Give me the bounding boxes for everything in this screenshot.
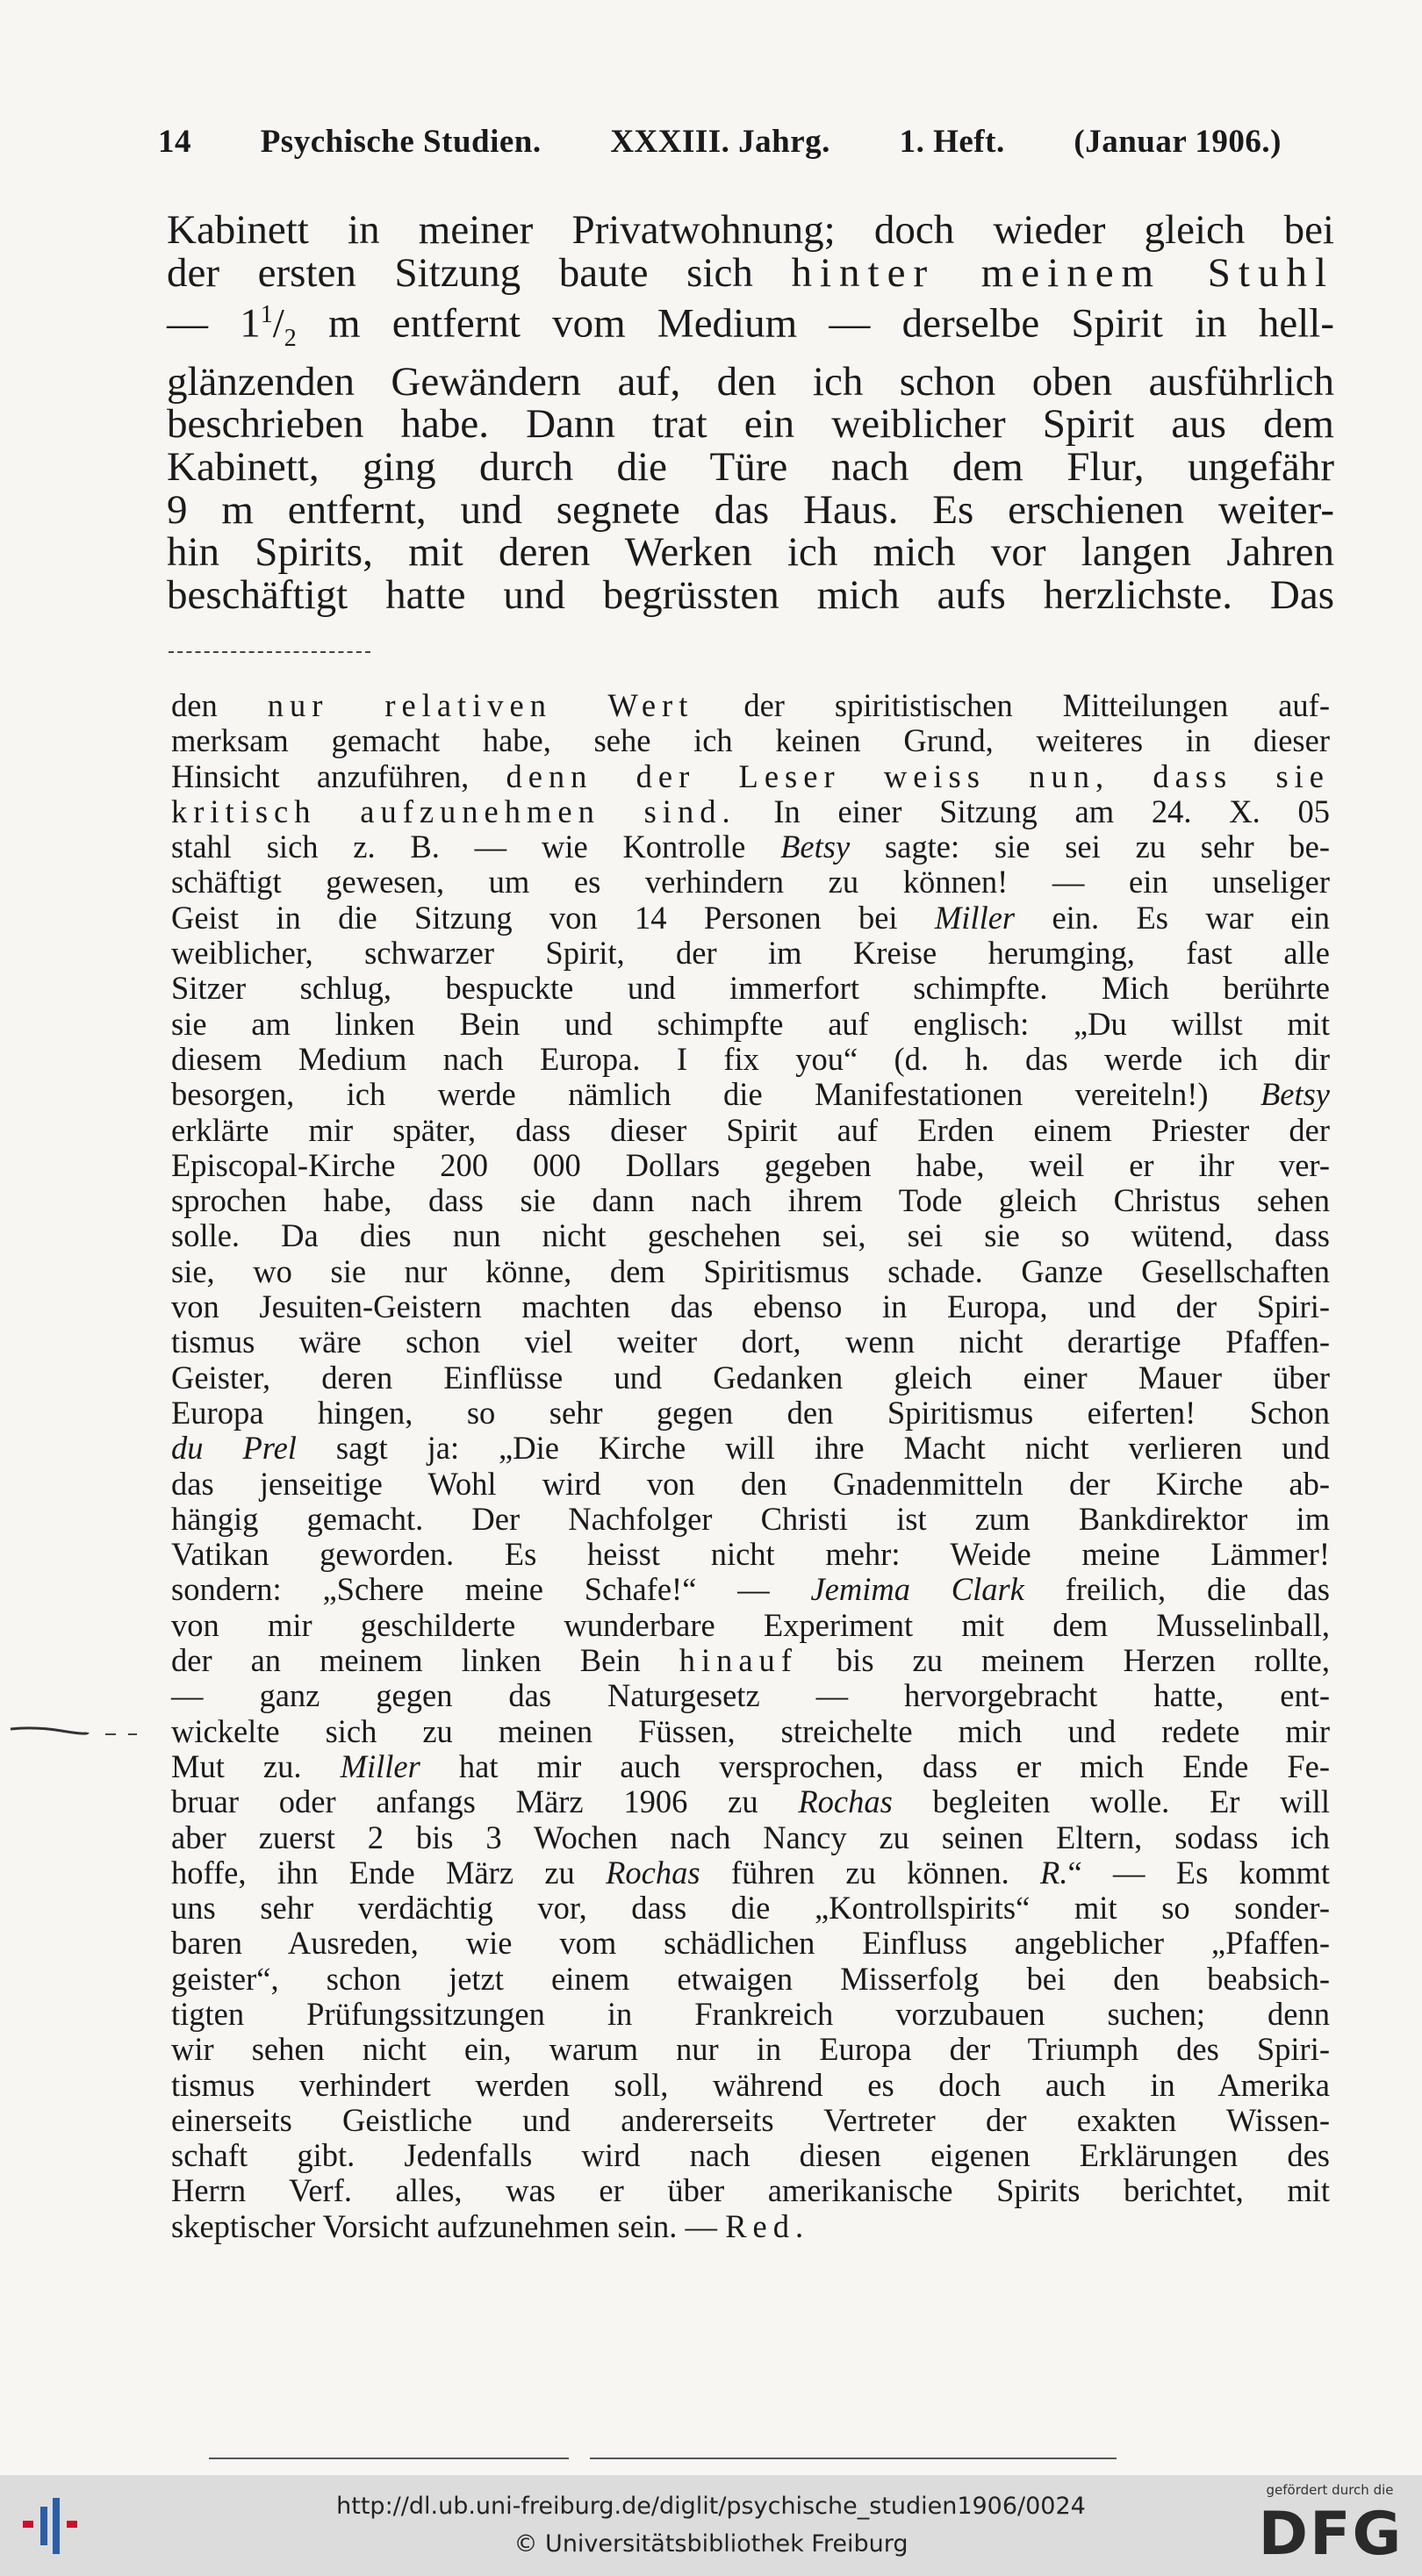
footnote-line: Europa hingen, so sehr gegen den Spiritismus eiferten! Schon bbox=[171, 1394, 1330, 1431]
footnote-line: kritisch aufzunehmen sind. In einer Sitzung am 24. X. 05 bbox=[171, 793, 1330, 829]
bottom-rule-left bbox=[209, 2458, 569, 2459]
fraction-denominator: 2 bbox=[284, 325, 297, 353]
footnote-line: Episcopal-Kirche 200 000 Dollars gegeben habe, weil er ihr ver- bbox=[171, 1146, 1330, 1183]
footnote-line: diesem Medium nach Europa. I fix you“ (d. h. das werde ich dir bbox=[171, 1040, 1330, 1077]
volume-label: XXXIII. Jahrg. bbox=[610, 124, 830, 160]
emphasis-spaced: hinter meinem Stuhl bbox=[791, 249, 1334, 296]
text-line: beschäftigt hatte und begrüssten mich aufs herzlichste. Das bbox=[167, 571, 1334, 618]
footnote-line: weiblicher, schwarzer Spirit, der im Kreise herumging, fast alle bbox=[171, 935, 1330, 972]
text-line: hin Spirits, mit deren Werken ich mich vor langen Jahren bbox=[167, 529, 1334, 576]
page-number: 14 bbox=[158, 124, 191, 160]
margin-pencil-mark bbox=[9, 1722, 140, 1740]
footnote-line: das jenseitige Wohl wird von den Gnadenmitteln der Kirche ab- bbox=[171, 1465, 1330, 1502]
footnote-line: merksam gemacht habe, sehe ich keinen Grund, weiteres in dieser bbox=[171, 722, 1330, 759]
footnote-line: hängig gemacht. Der Nachfolger Christi ist zum Bankdirektor im bbox=[171, 1500, 1330, 1537]
issue-label: 1. Heft. bbox=[899, 124, 1005, 160]
footnote-line: solle. Da dies nun nicht geschehen sei, sei sie so wütend, dass bbox=[171, 1217, 1330, 1254]
dfg-tagline: gefördert durch die bbox=[1266, 2482, 1394, 2498]
footnote-line: erklärte mir später, dass dieser Spirit auf Erden einem Priester der bbox=[171, 1111, 1330, 1148]
footnote-line: geister“, schon jetzt einem etwaigen Misserfolg bei den beabsich- bbox=[171, 1960, 1330, 1997]
footnote-line: Geist in die Sitzung von 14 Personen bei Miller ein. Es war ein bbox=[171, 899, 1330, 936]
bottom-rule-right bbox=[590, 2458, 1117, 2459]
footnote-line: sprochen habe, dass sie dann nach ihrem Tode gleich Christus sehen bbox=[171, 1182, 1330, 1219]
footnote-line: den nur relativen Wert der spiritistischen Mitteilungen auf- bbox=[171, 687, 1330, 723]
footnote-line: stahl sich z. B. — wie Kontrolle Betsy sagte: sie sei zu sehr be- bbox=[171, 829, 1331, 865]
text-line: 9 m entfernt, und segnete das Haus. Es erschienen weiter- bbox=[167, 486, 1334, 533]
footnote-line: Hinsicht anzuführen, denn der Leser weiss nun, dass sie bbox=[171, 757, 1330, 794]
footnote-line: von mir geschilderte wunderbare Experiment mit dem Musselinball, bbox=[171, 1606, 1330, 1643]
footnote-line: tigten Prüfungssitzungen in Frankreich vorzubauen suchen; denn bbox=[171, 1995, 1330, 2032]
footnote-line: Mut zu. Miller hat mir auch versprochen, dass er mich Ende Fe- bbox=[171, 1747, 1330, 1784]
footnote-block bbox=[171, 688, 1330, 2244]
text-line: Kabinett in meiner Privatwohnung; doch wieder gleich bei bbox=[167, 207, 1334, 253]
footnote-line: tismus verhindert werden soll, während es doch auch in Amerika bbox=[171, 2066, 1330, 2103]
footnote-line: aber zuerst 2 bis 3 Wochen nach Nancy zu seinen Eltern, sodass ich bbox=[171, 1819, 1330, 1855]
dfg-wordmark: DFG bbox=[1258, 2500, 1404, 2569]
footnote-line: bruar oder anfangs März 1906 zu Rochas begleiten wolle. Er will bbox=[171, 1783, 1330, 1820]
main-text-block bbox=[167, 209, 1334, 616]
footnote-line: uns sehr verdächtig vor, dass die „Kontrollspirits“ mit so sonder- bbox=[171, 1890, 1330, 1927]
footnote-line: der an meinem linken Bein hinauf bis zu meinem Herzen rollte, bbox=[171, 1642, 1330, 1679]
footnote-line: von Jesuiten-Geistern machten das ebenso in Europa, und der Spiri- bbox=[171, 1288, 1330, 1325]
journal-title: Psychische Studien. bbox=[260, 124, 542, 160]
footnote-line: Geister, deren Einflüsse und Gedanken gleich einer Mauer über bbox=[171, 1359, 1330, 1396]
issue-date: (Januar 1906.) bbox=[1074, 124, 1282, 160]
text-line: — $1^1/_2$ m entfernt vom Medium — derselbe Spirit in hell- bbox=[167, 300, 1334, 353]
dfg-logo bbox=[1251, 2482, 1409, 2570]
footnote-separator bbox=[169, 651, 370, 653]
footnote-line: sie am linken Bein und schimpfte auf englisch: „Du willst mit bbox=[171, 1005, 1330, 1042]
copyright-notice: © Universitätsbibliothek Freiburg bbox=[514, 2530, 908, 2558]
footnote-line: schäftigt gewesen, um es verhindern zu können! — ein unseliger bbox=[171, 864, 1330, 901]
text-line: Kabinett, ging durch die Türe nach dem Flur, ungefähr bbox=[167, 444, 1334, 491]
viewer-footer bbox=[0, 2475, 1422, 2576]
footnote-line: schaft gibt. Jedenfalls wird nach diesen eigenen Erklärungen des bbox=[171, 2137, 1330, 2174]
text-line: beschrieben habe. Dann trat ein weiblicher Spirit aus dem bbox=[167, 401, 1334, 448]
footnote-line: sie, wo sie nur könne, dem Spiritismus schade. Ganze Gesellschaften bbox=[171, 1252, 1330, 1289]
footnote-line: einerseits Geistliche und andererseits Vertreter der exakten Wissen- bbox=[171, 2101, 1330, 2138]
text-line: der ersten Sitzung baute sich hinter meinem Stuhl bbox=[167, 249, 1334, 296]
footnote-line: du Prel sagt ja: „Die Kirche will ihre Macht nicht verlieren und bbox=[171, 1430, 1330, 1467]
text-line: glänzenden Gewändern auf, den ich schon oben ausführlich bbox=[167, 358, 1334, 405]
footnote-line: Sitzer schlug, bespuckte und immerfort schimpfte. Mich berührte bbox=[171, 970, 1330, 1007]
footnote-line: wir sehen nicht ein, warum nur in Europa der Triumph des Spiri- bbox=[171, 2031, 1330, 2068]
footnote-line: tismus wäre schon viel weiter dort, wenn nicht derartige Pfaffen- bbox=[171, 1324, 1330, 1360]
footnote-line: besorgen, ich werde nämlich die Manifestationen vereiteln!) Betsy bbox=[171, 1076, 1330, 1113]
footnote-line: — ganz gegen das Naturgesetz — hervorgebracht hatte, ent- bbox=[171, 1677, 1330, 1714]
source-url-link[interactable]: http://dl.ub.uni-freiburg.de/diglit/psychische_studien1906/0024 bbox=[336, 2493, 1086, 2520]
footnote-line: sondern: „Schere meine Schafe!“ — Jemima Clark freilich, die das bbox=[171, 1571, 1330, 1608]
footnote-line: Vatikan geworden. Es heisst nicht mehr: Weide meine Lämmer! bbox=[171, 1536, 1330, 1573]
page-header bbox=[158, 123, 1282, 161]
fraction-numerator: 1 bbox=[260, 301, 273, 329]
footnote-line: baren Ausreden, wie vom schädlichen Einfluss angeblicher „Pfaffen- bbox=[171, 1925, 1330, 1962]
footnote-line: Herrn Verf. alles, was er über amerikanische Spirits berichtet, mit bbox=[171, 2172, 1330, 2209]
footnote-line: wickelte sich zu meinen Füssen, streichelte mich und redete mir bbox=[171, 1712, 1330, 1749]
footnote-line: skeptischer Vorsicht aufzunehmen sein. — Red. bbox=[171, 2207, 810, 2244]
footnote-line: hoffe, ihn Ende März zu Rochas führen zu können. R.“ — Es kommt bbox=[171, 1854, 1330, 1891]
